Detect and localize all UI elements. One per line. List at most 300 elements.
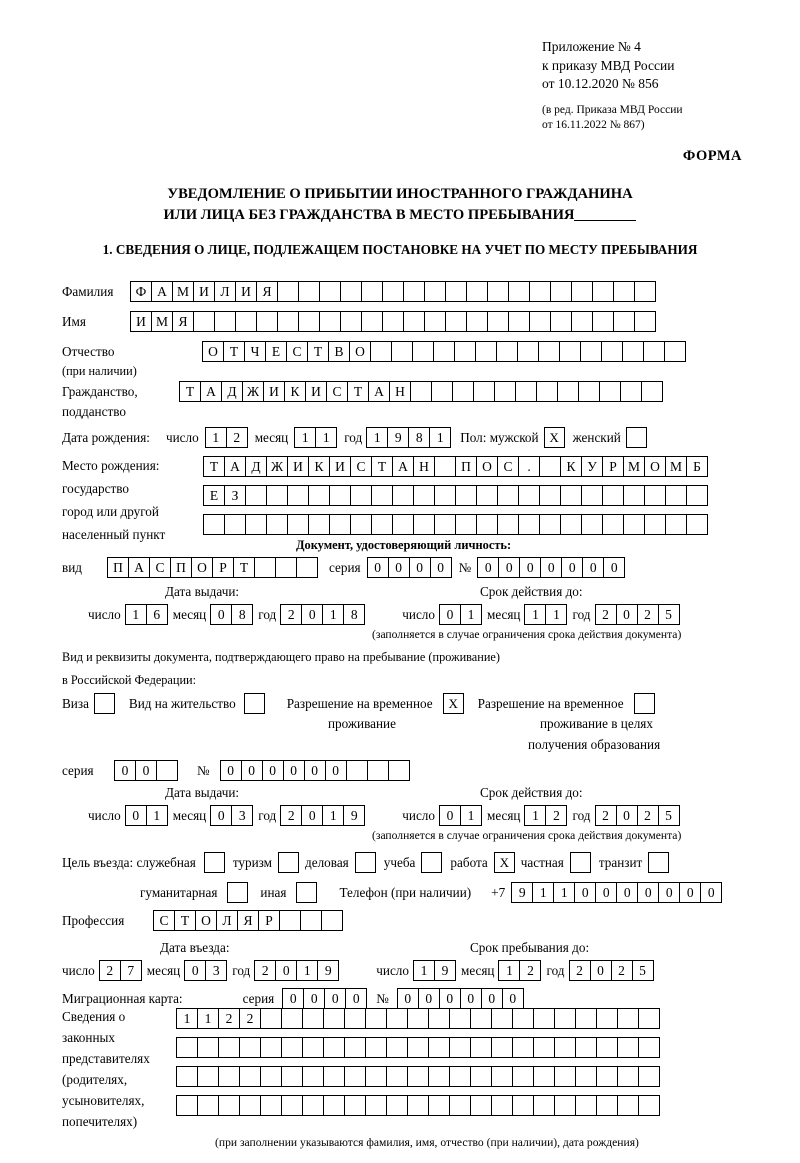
char-cell[interactable] bbox=[554, 1037, 576, 1058]
char-cell[interactable] bbox=[434, 456, 456, 477]
doc-issue-month-input[interactable] bbox=[210, 604, 252, 625]
char-cell[interactable] bbox=[214, 311, 236, 332]
char-cell[interactable]: 0 bbox=[397, 988, 419, 1009]
char-cell[interactable]: 0 bbox=[460, 988, 482, 1009]
char-cell[interactable]: 1 bbox=[197, 1008, 219, 1029]
char-cell[interactable] bbox=[470, 1095, 492, 1116]
char-cell[interactable]: А bbox=[224, 456, 246, 477]
char-cell[interactable]: 0 bbox=[502, 988, 524, 1009]
char-cell[interactable]: 1 bbox=[366, 427, 388, 448]
char-cell[interactable] bbox=[494, 381, 516, 402]
char-cell[interactable]: 0 bbox=[616, 805, 638, 826]
char-cell[interactable] bbox=[340, 311, 362, 332]
char-cell[interactable] bbox=[491, 1008, 513, 1029]
char-cell[interactable]: Р bbox=[258, 910, 280, 931]
char-cell[interactable] bbox=[403, 311, 425, 332]
char-cell[interactable]: 0 bbox=[388, 557, 410, 578]
char-cell[interactable]: 1 bbox=[532, 882, 554, 903]
char-cell[interactable]: И bbox=[329, 456, 351, 477]
char-cell[interactable] bbox=[550, 281, 572, 302]
char-cell[interactable]: 0 bbox=[220, 760, 242, 781]
char-cell[interactable] bbox=[581, 485, 603, 506]
char-cell[interactable] bbox=[382, 311, 404, 332]
char-cell[interactable]: М bbox=[623, 456, 645, 477]
char-cell[interactable]: 0 bbox=[262, 760, 284, 781]
char-cell[interactable]: 1 bbox=[322, 805, 344, 826]
char-cell[interactable]: 0 bbox=[114, 760, 136, 781]
doc-issue-year-input[interactable] bbox=[280, 604, 364, 625]
char-cell[interactable]: Л bbox=[214, 281, 236, 302]
char-cell[interactable]: В bbox=[328, 341, 350, 362]
char-cell[interactable]: О bbox=[195, 910, 217, 931]
mc-series-input[interactable] bbox=[282, 988, 366, 1009]
char-cell[interactable] bbox=[224, 514, 246, 535]
entry-month-input[interactable] bbox=[184, 960, 226, 981]
char-cell[interactable] bbox=[554, 1008, 576, 1029]
char-cell[interactable] bbox=[428, 1008, 450, 1029]
document-number-input[interactable] bbox=[477, 557, 624, 578]
char-cell[interactable] bbox=[344, 1095, 366, 1116]
char-cell[interactable]: 1 bbox=[498, 960, 520, 981]
sex-male-checkbox[interactable]: X bbox=[544, 427, 565, 448]
char-cell[interactable]: 0 bbox=[325, 760, 347, 781]
char-cell[interactable] bbox=[623, 514, 645, 535]
char-cell[interactable] bbox=[302, 1008, 324, 1029]
char-cell[interactable]: 7 bbox=[120, 960, 142, 981]
char-cell[interactable] bbox=[512, 1095, 534, 1116]
char-cell[interactable] bbox=[445, 311, 467, 332]
char-cell[interactable]: 2 bbox=[569, 960, 591, 981]
char-cell[interactable] bbox=[176, 1095, 198, 1116]
char-cell[interactable]: 1 bbox=[524, 604, 546, 625]
phone-input[interactable] bbox=[511, 882, 721, 903]
purpose-study-checkbox[interactable] bbox=[421, 852, 442, 873]
char-cell[interactable]: 1 bbox=[205, 427, 227, 448]
char-cell[interactable] bbox=[512, 1037, 534, 1058]
doc-valid-month-input[interactable] bbox=[524, 604, 566, 625]
char-cell[interactable]: 0 bbox=[616, 604, 638, 625]
birthplace-input-row-2[interactable] bbox=[203, 485, 707, 506]
edu-residence-checkbox[interactable] bbox=[634, 693, 655, 714]
char-cell[interactable]: 0 bbox=[561, 557, 583, 578]
char-cell[interactable] bbox=[473, 381, 495, 402]
char-cell[interactable] bbox=[371, 485, 393, 506]
sex-female-checkbox[interactable] bbox=[626, 427, 647, 448]
char-cell[interactable] bbox=[536, 381, 558, 402]
char-cell[interactable]: 0 bbox=[135, 760, 157, 781]
char-cell[interactable]: О bbox=[349, 341, 371, 362]
char-cell[interactable]: 0 bbox=[637, 882, 659, 903]
char-cell[interactable] bbox=[367, 760, 389, 781]
char-cell[interactable]: 3 bbox=[231, 805, 253, 826]
char-cell[interactable]: С bbox=[153, 910, 175, 931]
char-cell[interactable]: 0 bbox=[439, 805, 461, 826]
char-cell[interactable] bbox=[580, 341, 602, 362]
char-cell[interactable] bbox=[617, 1037, 639, 1058]
char-cell[interactable] bbox=[344, 1037, 366, 1058]
char-cell[interactable]: 0 bbox=[324, 988, 346, 1009]
char-cell[interactable]: 0 bbox=[658, 882, 680, 903]
char-cell[interactable] bbox=[407, 1095, 429, 1116]
purpose-transit-checkbox[interactable] bbox=[648, 852, 669, 873]
stay-day-input[interactable] bbox=[413, 960, 455, 981]
char-cell[interactable] bbox=[638, 1095, 660, 1116]
char-cell[interactable] bbox=[491, 1037, 513, 1058]
char-cell[interactable] bbox=[512, 1008, 534, 1029]
char-cell[interactable] bbox=[466, 281, 488, 302]
char-cell[interactable] bbox=[254, 557, 276, 578]
char-cell[interactable] bbox=[218, 1037, 240, 1058]
char-cell[interactable] bbox=[601, 341, 623, 362]
char-cell[interactable]: 2 bbox=[519, 960, 541, 981]
char-cell[interactable] bbox=[449, 1008, 471, 1029]
char-cell[interactable] bbox=[533, 1008, 555, 1029]
char-cell[interactable] bbox=[613, 281, 635, 302]
char-cell[interactable] bbox=[156, 760, 178, 781]
char-cell[interactable]: 0 bbox=[477, 557, 499, 578]
char-cell[interactable]: 9 bbox=[434, 960, 456, 981]
char-cell[interactable]: Ж bbox=[242, 381, 264, 402]
char-cell[interactable] bbox=[560, 514, 582, 535]
char-cell[interactable] bbox=[407, 1008, 429, 1029]
char-cell[interactable] bbox=[329, 514, 351, 535]
char-cell[interactable]: 0 bbox=[283, 760, 305, 781]
purpose-private-checkbox[interactable] bbox=[570, 852, 591, 873]
char-cell[interactable] bbox=[296, 557, 318, 578]
char-cell[interactable]: 0 bbox=[574, 882, 596, 903]
char-cell[interactable] bbox=[455, 485, 477, 506]
char-cell[interactable] bbox=[518, 514, 540, 535]
char-cell[interactable] bbox=[596, 1008, 618, 1029]
char-cell[interactable] bbox=[323, 1066, 345, 1087]
char-cell[interactable] bbox=[410, 381, 432, 402]
char-cell[interactable] bbox=[340, 281, 362, 302]
char-cell[interactable] bbox=[260, 1037, 282, 1058]
char-cell[interactable]: Н bbox=[389, 381, 411, 402]
char-cell[interactable] bbox=[365, 1008, 387, 1029]
char-cell[interactable]: 1 bbox=[460, 805, 482, 826]
char-cell[interactable]: Е bbox=[203, 485, 225, 506]
char-cell[interactable]: 0 bbox=[439, 604, 461, 625]
char-cell[interactable] bbox=[275, 557, 297, 578]
birthplace-input-row-1[interactable] bbox=[203, 456, 707, 477]
char-cell[interactable]: А bbox=[368, 381, 390, 402]
char-cell[interactable] bbox=[641, 381, 663, 402]
char-cell[interactable]: Л bbox=[216, 910, 238, 931]
char-cell[interactable]: Б bbox=[686, 456, 708, 477]
char-cell[interactable]: Т bbox=[347, 381, 369, 402]
purpose-work-checkbox[interactable]: X bbox=[494, 852, 515, 873]
char-cell[interactable] bbox=[197, 1037, 219, 1058]
char-cell[interactable] bbox=[613, 311, 635, 332]
char-cell[interactable] bbox=[575, 1066, 597, 1087]
char-cell[interactable]: О bbox=[644, 456, 666, 477]
char-cell[interactable] bbox=[550, 311, 572, 332]
char-cell[interactable] bbox=[298, 311, 320, 332]
char-cell[interactable] bbox=[431, 381, 453, 402]
char-cell[interactable] bbox=[302, 1037, 324, 1058]
char-cell[interactable]: 2 bbox=[280, 805, 302, 826]
char-cell[interactable]: Т bbox=[179, 381, 201, 402]
char-cell[interactable]: С bbox=[326, 381, 348, 402]
char-cell[interactable]: 0 bbox=[439, 988, 461, 1009]
char-cell[interactable] bbox=[623, 485, 645, 506]
char-cell[interactable] bbox=[638, 1066, 660, 1087]
stay-year-input[interactable] bbox=[569, 960, 653, 981]
char-cell[interactable] bbox=[281, 1066, 303, 1087]
char-cell[interactable] bbox=[365, 1037, 387, 1058]
char-cell[interactable]: П bbox=[455, 456, 477, 477]
char-cell[interactable] bbox=[559, 341, 581, 362]
residence-permit-checkbox[interactable] bbox=[244, 693, 265, 714]
char-cell[interactable] bbox=[319, 311, 341, 332]
char-cell[interactable] bbox=[445, 281, 467, 302]
char-cell[interactable]: 2 bbox=[239, 1008, 261, 1029]
char-cell[interactable] bbox=[539, 456, 561, 477]
char-cell[interactable] bbox=[433, 341, 455, 362]
char-cell[interactable] bbox=[491, 1066, 513, 1087]
char-cell[interactable] bbox=[539, 514, 561, 535]
char-cell[interactable] bbox=[470, 1066, 492, 1087]
char-cell[interactable] bbox=[329, 485, 351, 506]
char-cell[interactable] bbox=[497, 514, 519, 535]
char-cell[interactable] bbox=[424, 281, 446, 302]
char-cell[interactable] bbox=[643, 341, 665, 362]
char-cell[interactable]: С bbox=[350, 456, 372, 477]
char-cell[interactable] bbox=[323, 1095, 345, 1116]
char-cell[interactable] bbox=[518, 485, 540, 506]
char-cell[interactable] bbox=[300, 910, 322, 931]
char-cell[interactable] bbox=[176, 1066, 198, 1087]
char-cell[interactable] bbox=[476, 485, 498, 506]
permit-valid-day-input[interactable] bbox=[439, 805, 481, 826]
char-cell[interactable] bbox=[365, 1095, 387, 1116]
char-cell[interactable]: 5 bbox=[658, 805, 680, 826]
char-cell[interactable]: 3 bbox=[205, 960, 227, 981]
char-cell[interactable]: Т bbox=[203, 456, 225, 477]
char-cell[interactable]: 0 bbox=[125, 805, 147, 826]
char-cell[interactable] bbox=[508, 281, 530, 302]
entry-day-input[interactable] bbox=[99, 960, 141, 981]
char-cell[interactable]: 1 bbox=[125, 604, 147, 625]
char-cell[interactable]: 9 bbox=[511, 882, 533, 903]
char-cell[interactable] bbox=[218, 1095, 240, 1116]
char-cell[interactable] bbox=[239, 1095, 261, 1116]
char-cell[interactable]: Я bbox=[237, 910, 259, 931]
char-cell[interactable]: 9 bbox=[387, 427, 409, 448]
char-cell[interactable]: П bbox=[107, 557, 129, 578]
char-cell[interactable] bbox=[533, 1037, 555, 1058]
char-cell[interactable]: 9 bbox=[317, 960, 339, 981]
char-cell[interactable] bbox=[260, 1008, 282, 1029]
char-cell[interactable]: Т bbox=[223, 341, 245, 362]
char-cell[interactable] bbox=[686, 514, 708, 535]
char-cell[interactable]: 0 bbox=[595, 882, 617, 903]
char-cell[interactable]: 0 bbox=[540, 557, 562, 578]
char-cell[interactable] bbox=[386, 1095, 408, 1116]
char-cell[interactable]: Т bbox=[174, 910, 196, 931]
char-cell[interactable]: 2 bbox=[611, 960, 633, 981]
char-cell[interactable] bbox=[235, 311, 257, 332]
char-cell[interactable]: О bbox=[191, 557, 213, 578]
char-cell[interactable] bbox=[281, 1037, 303, 1058]
char-cell[interactable]: 0 bbox=[210, 805, 232, 826]
char-cell[interactable] bbox=[266, 485, 288, 506]
char-cell[interactable] bbox=[644, 485, 666, 506]
char-cell[interactable]: И bbox=[193, 281, 215, 302]
char-cell[interactable]: 0 bbox=[519, 557, 541, 578]
char-cell[interactable]: Д bbox=[221, 381, 243, 402]
char-cell[interactable]: 0 bbox=[430, 557, 452, 578]
char-cell[interactable]: 5 bbox=[658, 604, 680, 625]
char-cell[interactable] bbox=[487, 281, 509, 302]
char-cell[interactable]: 0 bbox=[282, 988, 304, 1009]
char-cell[interactable] bbox=[538, 341, 560, 362]
char-cell[interactable] bbox=[350, 485, 372, 506]
permit-valid-month-input[interactable] bbox=[524, 805, 566, 826]
char-cell[interactable] bbox=[308, 514, 330, 535]
char-cell[interactable]: П bbox=[170, 557, 192, 578]
char-cell[interactable] bbox=[512, 1066, 534, 1087]
char-cell[interactable]: 0 bbox=[275, 960, 297, 981]
entry-year-input[interactable] bbox=[254, 960, 338, 981]
char-cell[interactable] bbox=[554, 1066, 576, 1087]
doc-issue-day-input[interactable] bbox=[125, 604, 167, 625]
char-cell[interactable]: 0 bbox=[418, 988, 440, 1009]
char-cell[interactable] bbox=[575, 1037, 597, 1058]
char-cell[interactable]: Ч bbox=[244, 341, 266, 362]
char-cell[interactable]: 2 bbox=[226, 427, 248, 448]
char-cell[interactable] bbox=[197, 1066, 219, 1087]
temp-residence-checkbox[interactable]: X bbox=[443, 693, 464, 714]
char-cell[interactable] bbox=[386, 1008, 408, 1029]
char-cell[interactable] bbox=[634, 281, 656, 302]
purpose-humanitarian-checkbox[interactable] bbox=[227, 882, 248, 903]
char-cell[interactable] bbox=[449, 1095, 471, 1116]
char-cell[interactable]: 0 bbox=[603, 557, 625, 578]
char-cell[interactable] bbox=[308, 485, 330, 506]
birth-day-input[interactable] bbox=[205, 427, 247, 448]
char-cell[interactable] bbox=[407, 1066, 429, 1087]
permit-number-input[interactable] bbox=[220, 760, 409, 781]
char-cell[interactable]: 0 bbox=[616, 882, 638, 903]
char-cell[interactable] bbox=[365, 1066, 387, 1087]
char-cell[interactable] bbox=[281, 1095, 303, 1116]
char-cell[interactable]: С bbox=[497, 456, 519, 477]
char-cell[interactable] bbox=[596, 1066, 618, 1087]
char-cell[interactable]: Т bbox=[233, 557, 255, 578]
char-cell[interactable] bbox=[470, 1037, 492, 1058]
char-cell[interactable] bbox=[578, 381, 600, 402]
char-cell[interactable]: 0 bbox=[367, 557, 389, 578]
char-cell[interactable] bbox=[560, 485, 582, 506]
birthplace-input-row-3[interactable] bbox=[203, 514, 707, 535]
char-cell[interactable] bbox=[575, 1008, 597, 1029]
char-cell[interactable] bbox=[428, 1037, 450, 1058]
char-cell[interactable] bbox=[260, 1095, 282, 1116]
permit-issue-month-input[interactable] bbox=[210, 805, 252, 826]
name-input[interactable] bbox=[130, 311, 655, 332]
char-cell[interactable]: 0 bbox=[345, 988, 367, 1009]
char-cell[interactable]: З bbox=[224, 485, 246, 506]
char-cell[interactable]: 2 bbox=[99, 960, 121, 981]
purpose-other-checkbox[interactable] bbox=[296, 882, 317, 903]
char-cell[interactable] bbox=[571, 311, 593, 332]
char-cell[interactable] bbox=[620, 381, 642, 402]
char-cell[interactable] bbox=[508, 311, 530, 332]
char-cell[interactable]: М bbox=[151, 311, 173, 332]
doc-valid-year-input[interactable] bbox=[595, 604, 679, 625]
char-cell[interactable] bbox=[638, 1037, 660, 1058]
visa-checkbox[interactable] bbox=[94, 693, 115, 714]
char-cell[interactable] bbox=[470, 1008, 492, 1029]
char-cell[interactable]: 8 bbox=[231, 604, 253, 625]
char-cell[interactable] bbox=[517, 341, 539, 362]
doc-valid-day-input[interactable] bbox=[439, 604, 481, 625]
purpose-business-checkbox[interactable] bbox=[355, 852, 376, 873]
char-cell[interactable]: 0 bbox=[301, 805, 323, 826]
char-cell[interactable] bbox=[391, 341, 413, 362]
char-cell[interactable] bbox=[407, 1037, 429, 1058]
char-cell[interactable]: 0 bbox=[210, 604, 232, 625]
char-cell[interactable] bbox=[245, 485, 267, 506]
char-cell[interactable] bbox=[382, 281, 404, 302]
char-cell[interactable]: Н bbox=[413, 456, 435, 477]
purpose-service-checkbox[interactable] bbox=[204, 852, 225, 873]
char-cell[interactable] bbox=[277, 281, 299, 302]
surname-input[interactable] bbox=[130, 281, 655, 302]
char-cell[interactable]: 0 bbox=[700, 882, 722, 903]
char-cell[interactable]: С bbox=[286, 341, 308, 362]
char-cell[interactable] bbox=[302, 1066, 324, 1087]
char-cell[interactable] bbox=[245, 514, 267, 535]
char-cell[interactable] bbox=[491, 1095, 513, 1116]
char-cell[interactable] bbox=[361, 311, 383, 332]
char-cell[interactable] bbox=[596, 1037, 618, 1058]
char-cell[interactable]: 1 bbox=[553, 882, 575, 903]
char-cell[interactable] bbox=[455, 514, 477, 535]
char-cell[interactable] bbox=[686, 485, 708, 506]
char-cell[interactable] bbox=[350, 514, 372, 535]
char-cell[interactable] bbox=[617, 1066, 639, 1087]
char-cell[interactable]: К bbox=[308, 456, 330, 477]
char-cell[interactable] bbox=[487, 311, 509, 332]
char-cell[interactable] bbox=[413, 514, 435, 535]
char-cell[interactable]: 0 bbox=[481, 988, 503, 1009]
char-cell[interactable] bbox=[452, 381, 474, 402]
char-cell[interactable] bbox=[592, 281, 614, 302]
char-cell[interactable]: 2 bbox=[545, 805, 567, 826]
char-cell[interactable] bbox=[281, 1008, 303, 1029]
char-cell[interactable] bbox=[256, 311, 278, 332]
char-cell[interactable]: К bbox=[284, 381, 306, 402]
char-cell[interactable] bbox=[388, 760, 410, 781]
char-cell[interactable] bbox=[475, 341, 497, 362]
char-cell[interactable]: 1 bbox=[146, 805, 168, 826]
patronymic-input[interactable] bbox=[202, 341, 685, 362]
char-cell[interactable]: 0 bbox=[582, 557, 604, 578]
char-cell[interactable]: 0 bbox=[241, 760, 263, 781]
char-cell[interactable]: О bbox=[202, 341, 224, 362]
char-cell[interactable] bbox=[476, 514, 498, 535]
char-cell[interactable] bbox=[454, 341, 476, 362]
char-cell[interactable]: Д bbox=[245, 456, 267, 477]
char-cell[interactable]: 0 bbox=[498, 557, 520, 578]
char-cell[interactable] bbox=[602, 485, 624, 506]
char-cell[interactable] bbox=[602, 514, 624, 535]
char-cell[interactable] bbox=[428, 1095, 450, 1116]
char-cell[interactable] bbox=[424, 311, 446, 332]
